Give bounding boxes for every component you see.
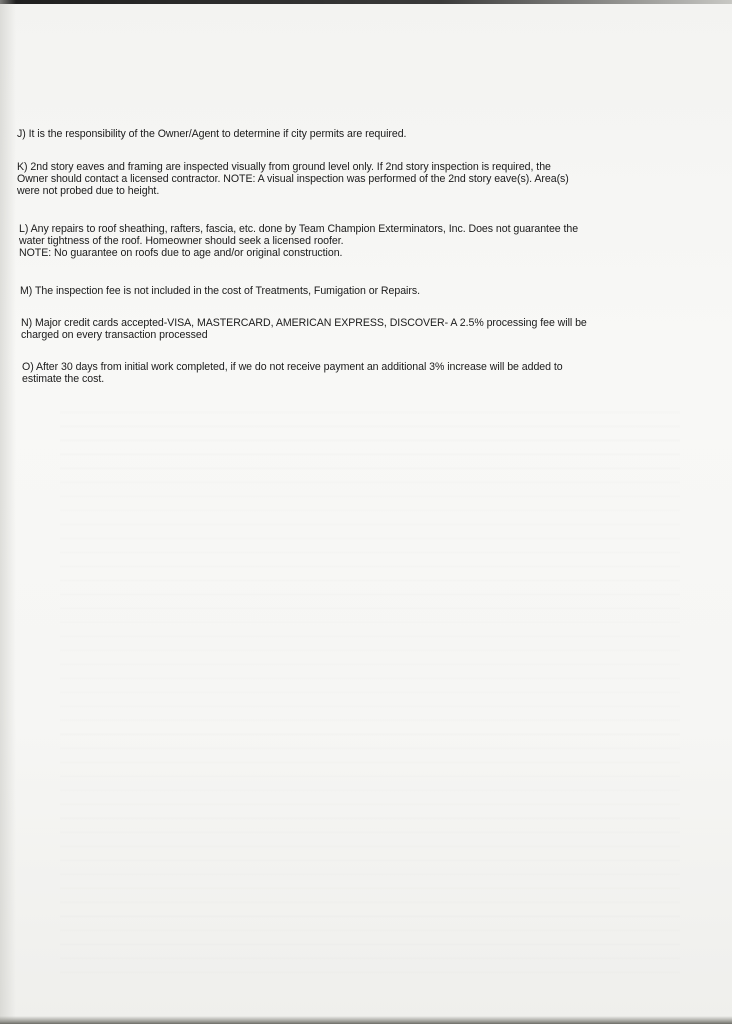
clause-j-line-1: J) It is the responsibility of the Owner/Agent to determine if city permits are required. <box>17 128 407 140</box>
page-bottom-edge <box>0 1016 732 1024</box>
clause-k-line-2: Owner should contact a licensed contractor. NOTE: A visual inspection was performed of the 2nd story eave(s). Area(s) <box>17 173 569 186</box>
clause-k <box>17 161 677 198</box>
page-top-edge <box>0 0 732 4</box>
clause-n-line-2: charged on every transaction processed <box>21 329 208 342</box>
clause-o <box>22 361 682 385</box>
page-left-shadow <box>0 0 16 1024</box>
clause-k-line-1: K) 2nd story eaves and framing are inspected visually from ground level only. If 2nd story inspection is required, the <box>17 161 551 173</box>
clause-m <box>20 285 680 297</box>
clause-o-line-1: O) After 30 days from initial work completed, if we do not receive payment an additional 3% increase will be added to <box>22 361 563 373</box>
clause-j <box>17 128 677 140</box>
clause-l-line-1: L) Any repairs to roof sheathing, rafters, fascia, etc. done by Team Champion Exterminators, Inc. Does not guarantee the <box>19 223 579 235</box>
clause-n <box>21 317 681 341</box>
clause-k-line-3: were not probed due to height. <box>17 185 160 198</box>
clause-l <box>19 223 679 260</box>
clause-o-line-2: estimate the cost. <box>22 373 105 386</box>
clause-l-line-3: NOTE: No guarantee on roofs due to age and/or original construction. <box>19 247 343 260</box>
reverse-side-bleed-through <box>60 400 680 980</box>
clause-n-line-1: N) Major credit cards accepted-VISA, MASTERCARD, AMERICAN EXPRESS, DISCOVER- A 2.5% processing fee will be <box>21 317 587 329</box>
clause-m-line-1: M) The inspection fee is not included in the cost of Treatments, Fumigation or Repairs. <box>20 285 420 297</box>
clause-l-line-2: water tightness of the roof. Homeowner should seek a licensed roofer. <box>19 235 344 248</box>
